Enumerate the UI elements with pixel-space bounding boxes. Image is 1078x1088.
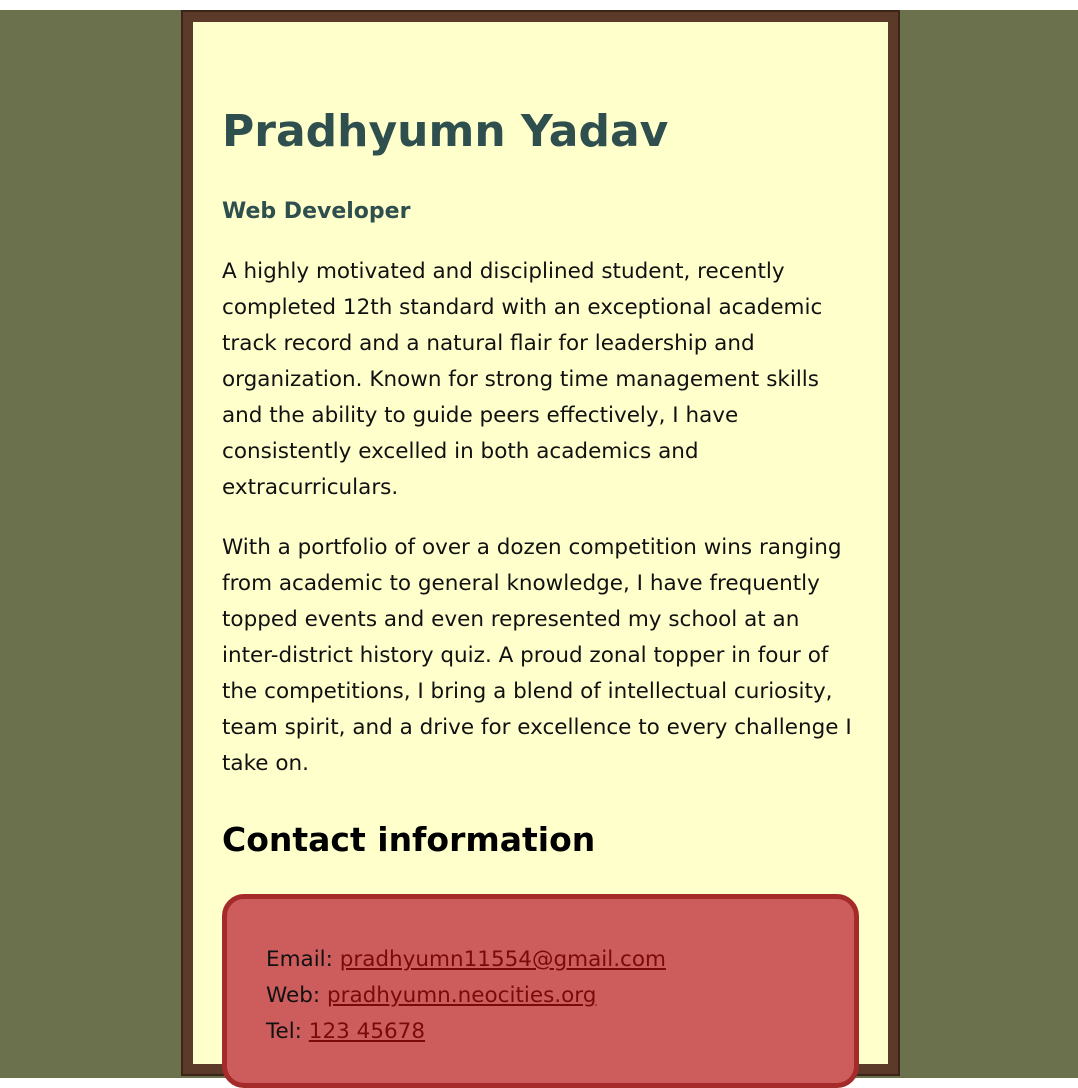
contact-heading: Contact information xyxy=(222,820,596,859)
profile-card xyxy=(193,22,888,1064)
email-link[interactable]: pradhyumn11554@gmail.com xyxy=(339,947,666,972)
card-frame xyxy=(181,10,900,1076)
contact-tel-row xyxy=(266,1014,854,1050)
tel-label: Tel: xyxy=(266,1019,309,1044)
contact-web-row xyxy=(266,978,854,1014)
profile-name: Pradhyumn Yadav xyxy=(222,106,669,157)
bio-paragraph-2: With a portfolio of over a dozen competition wins ranging from academic to general knowledge, I have frequently topped events and even represented my school at an inter-district history quiz. A proud zonal topper in four of the competitions, I bring a blend of intellectual curiosity, team spirit, and a drive for excellence to every challenge I take on. xyxy=(222,535,852,776)
contact-email-row xyxy=(266,942,854,978)
email-label: Email: xyxy=(266,947,340,972)
contact-box xyxy=(222,894,859,1088)
tel-link[interactable]: 123 45678 xyxy=(308,1019,426,1044)
web-link[interactable]: pradhyumn.neocities.org xyxy=(326,983,597,1008)
bio-paragraph-1: A highly motivated and disciplined student, recently completed 12th standard with an exceptional academic track record and a natural flair for leadership and organization. Known for strong time management skills and the ability to guide peers effectively, I have consistently excelled in both academics and extracurriculars. xyxy=(222,259,823,500)
web-label: Web: xyxy=(266,983,327,1008)
profile-role: Web Developer xyxy=(222,199,411,224)
